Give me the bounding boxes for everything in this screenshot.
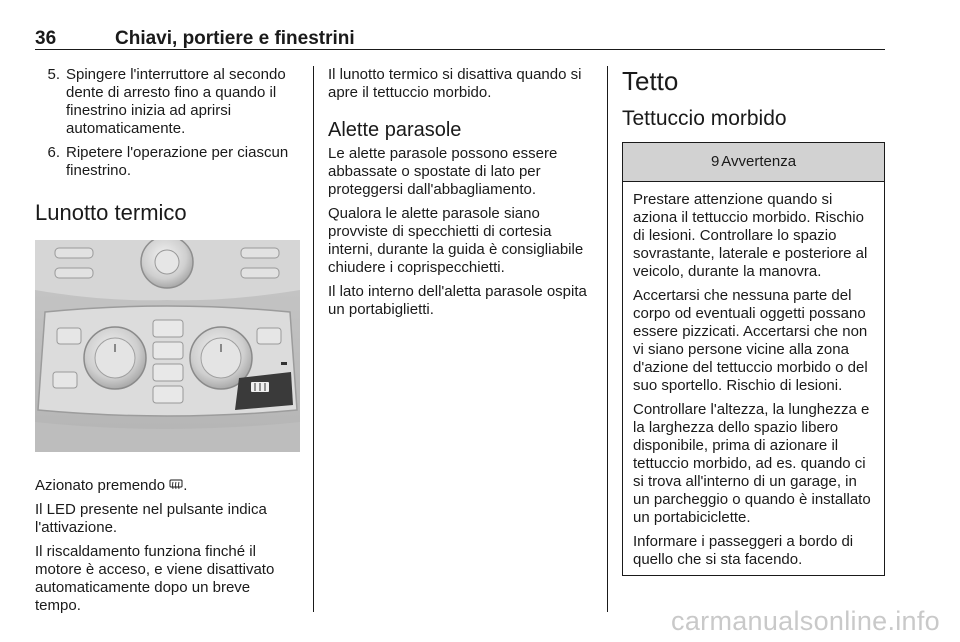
- warning-box: [622, 142, 885, 576]
- section-heading-lunotto: Lunotto termico: [35, 200, 187, 225]
- column-3: [622, 66, 885, 576]
- warning-header: [623, 143, 884, 182]
- list-text: Ripetere l'operazione per ciascun finestrino.: [66, 144, 289, 179]
- paragraph-text: .: [183, 477, 188, 494]
- column-divider-1: [313, 66, 314, 612]
- paragraph-heating: Il riscaldamento funziona finché il motore è acceso, e viene disattivato automaticamente dopo un breve tempo.: [35, 543, 275, 614]
- list-item: [35, 66, 300, 138]
- dashboard-controls-photo: [35, 240, 300, 452]
- list-number: 6.: [47, 144, 60, 161]
- rear-window-heater-icon: [169, 479, 183, 491]
- list-number: 5.: [47, 66, 60, 83]
- subsection-heading-tettuccio: Tettuccio morbido: [622, 107, 787, 130]
- column-divider-2: [607, 66, 608, 612]
- column-1: [35, 66, 300, 621]
- list-text: Spingere l'interruttore al secondo dente di arresto fino a quando il finestrino inizia ad aprirsi automaticamente.: [66, 66, 286, 137]
- paragraph-alette-1: Le alette parasole possono essere abbassate o spostate di lato per proteggersi dall'abbagliamento.: [328, 145, 558, 198]
- warning-paragraph: Accertarsi che nessuna parte del corpo od eventuali oggetti possano essere pizzicati. Accertarsi che non vi siano persone vicine alla zona d'azione del tettuccio morbido o del suo sportello. Rischio di lesioni.: [633, 287, 868, 394]
- paragraph-activation: [35, 477, 300, 495]
- section-heading-alette: Alette parasole: [328, 119, 462, 141]
- warning-paragraph: Prestare attenzione quando si aziona il tettuccio morbido. Rischio di lesioni. Controllare lo spazio sovrastante, laterale e posteriore al veicolo, durante la manovra.: [633, 191, 868, 280]
- warning-title: Avvertenza: [721, 153, 797, 170]
- warning-icon: 9: [710, 153, 720, 170]
- paragraph-text: Azionato premendo: [35, 477, 170, 494]
- column-2: [328, 66, 594, 325]
- warning-paragraph: Informare i passeggeri a bordo di quello che si sta facendo.: [633, 533, 854, 568]
- paragraph-alette-2: Qualora le alette parasole siano provviste di specchietti di cortesia interni, durante la guida è consigliabile chiudere i coprispecchietti.: [328, 205, 584, 276]
- paragraph-led: Il LED presente nel pulsante indica l'attivazione.: [35, 501, 267, 536]
- paragraph-intro: Il lunotto termico si disattiva quando si apre il tettuccio morbido.: [328, 66, 582, 101]
- paragraph-alette-3: Il lato interno dell'aletta parasole ospita un portabiglietti.: [328, 283, 587, 318]
- running-title: Chiavi, portiere e finestrini: [115, 28, 355, 49]
- watermark: carmanualsonline.info: [671, 606, 940, 636]
- page-number: 36: [35, 28, 57, 49]
- warning-paragraph: Controllare l'altezza, la lunghezza e la larghezza dello spazio libero disponibile, prima di azionare il tettuccio morbido, ad es. quando ci si trova all'interno di un garage, in un parcheggio o quando è installato un portabiciclette.: [633, 401, 871, 526]
- list-item: [35, 144, 300, 180]
- warning-body: [623, 182, 884, 569]
- header-rule: [35, 49, 885, 50]
- section-heading-tetto: Tetto: [622, 66, 679, 96]
